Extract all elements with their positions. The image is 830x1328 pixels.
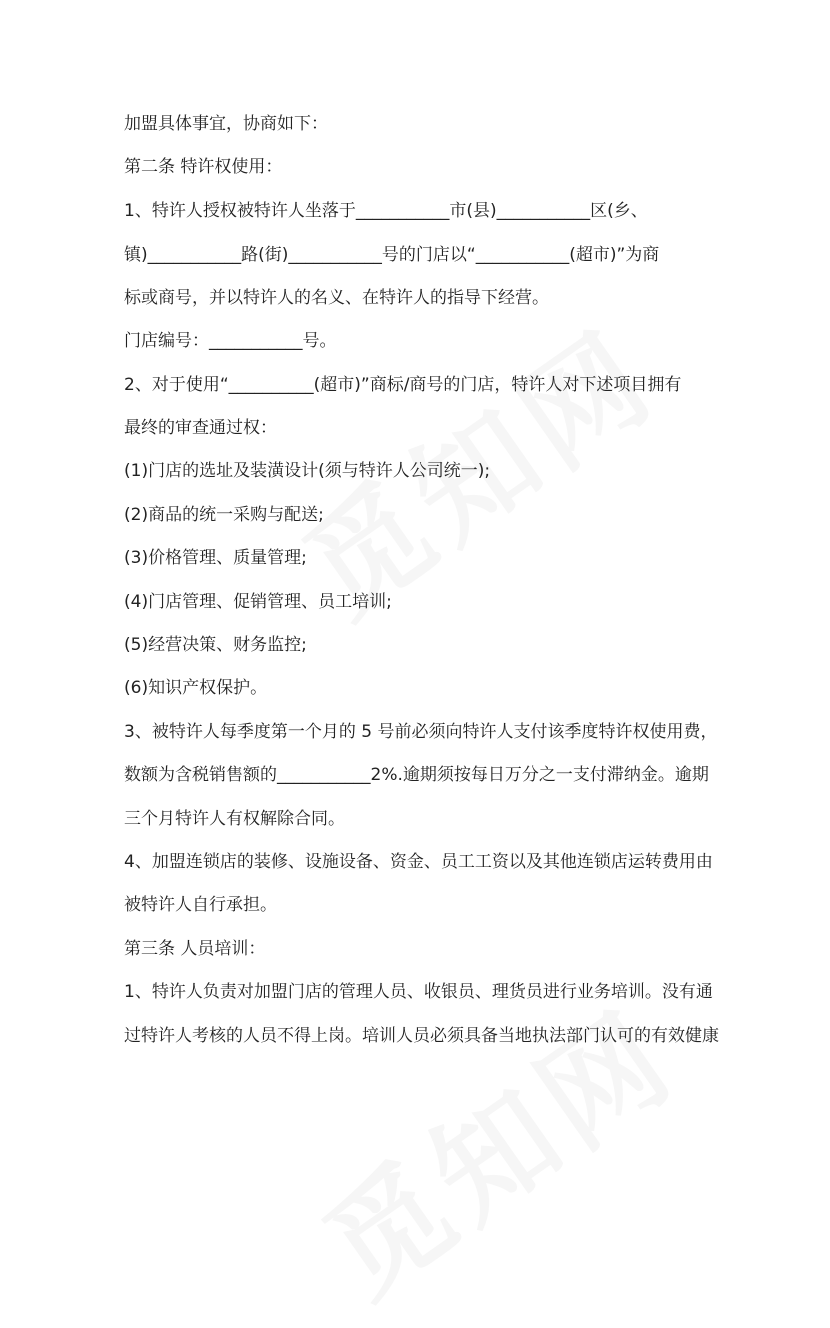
text-line: 加盟具体事宜，协商如下： xyxy=(124,114,328,134)
text-line: 1、特许人授权被特许人坐落于___________市(县)___________区(乡、 xyxy=(124,201,648,221)
text-line: 1、特许人负责对加盟门店的管理人员、收银员、理货员进行业务培训。没有通 xyxy=(124,982,713,1002)
text-line: 标或商号，并以特许人的名义、在特许人的指导下经营。 xyxy=(124,288,549,308)
list-item: (6)知识产权保护。 xyxy=(124,678,268,698)
text-line: 2、对于使用“__________(超市)”商标/商号的门店，特许人对下述项目拥有 xyxy=(124,375,682,395)
section-heading: 第三条 人员培训： xyxy=(124,939,266,959)
text-line: 被特许人自行承担。 xyxy=(124,895,277,915)
list-item: (3)价格管理、质量管理; xyxy=(124,548,307,568)
list-item: (1)门店的选址及装潢设计(须与特许人公司统一); xyxy=(124,461,491,481)
text-line: 数额为含税销售额的___________2%.逾期须按每日万分之一支付滞纳金。逾期 xyxy=(124,765,709,785)
text-line: 镇)___________路(街)___________号的门店以“___________(超市)”为商 xyxy=(124,245,660,265)
section-heading: 第二条 特许权使用： xyxy=(124,157,283,177)
text-line: 门店编号：___________号。 xyxy=(124,331,337,351)
text-line: 最终的审查通过权： xyxy=(124,418,277,438)
list-item: (2)商品的统一采购与配送; xyxy=(124,505,324,525)
list-item: (4)门店管理、促销管理、员工培训; xyxy=(124,592,392,612)
text-line: 过特许人考核的人员不得上岗。培训人员必须具备当地执法部门认可的有效健康 xyxy=(124,1026,719,1046)
list-item: (5)经营决策、财务监控; xyxy=(124,635,307,655)
text-line: 3、被特许人每季度第一个月的 5 号前必须向特许人支付该季度特许权使用费， xyxy=(124,722,718,742)
text-line: 三个月特许人有权解除合同。 xyxy=(124,809,345,829)
text-line: 4、加盟连锁店的装修、设施设备、资金、员工工资以及其他连锁店运转费用由 xyxy=(124,852,713,872)
watermark xyxy=(286,964,704,1328)
